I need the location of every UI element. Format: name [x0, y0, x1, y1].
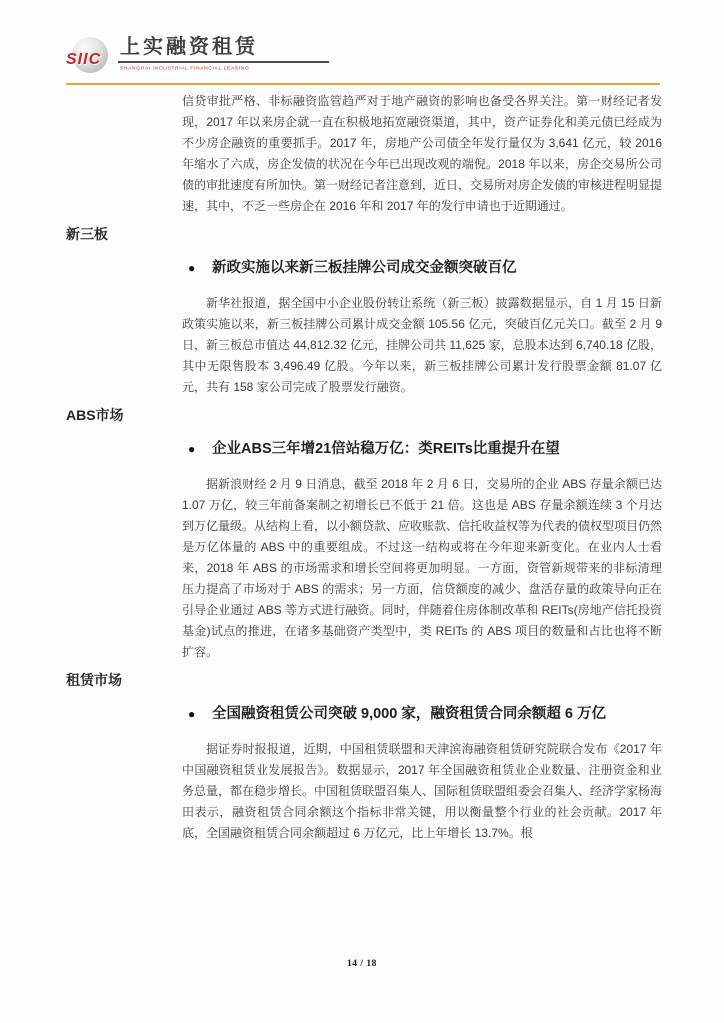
section-xinsanban: [66, 225, 662, 398]
section-leasing-market: [66, 671, 662, 844]
intro-paragraph: 信贷审批严格、非标融资监管趋严对于地产融资的影响也备受各界关注。第一财经记者发现，2017 年以来房企就一直在积极地拓宽融资渠道，其中，资产证券化和美元债已经成为不少房企融资的重要抓手。2017 年，房地产公司债全年发行量仅为 3,641 亿元，较 2016 年缩水了六成，房企发债的状况在今年已出现改观的端倪。2018 年以来，房企交易所公司债的审批速度有所加快。第一财经记者注意到，近日，交易所对房企发债的审核进程明显提速，其中，不乏一些房企在 2016 年和 2017 年的发行申请也于近期通过。: [182, 94, 663, 213]
headline-row: [188, 436, 662, 462]
news-body: 新华社报道，据全国中小企业股份转让系统（新三板）披露数据显示，自 1 月 15 日新政策实施以来，新三板挂牌公司累计成交金额 105.56 亿元，突破百亿元关口。截至 2 月 9 日，新三板总市值达 44,812.32 亿元，挂牌公司共 11,625 家，总股本达到 6,740.18 亿股，其中无限售股本 3,496.49 亿股。今年以来，新三板挂牌公司累计发行股票金额 81.07 亿元，共有 158 家公司完成了股票发行融资。: [182, 296, 662, 394]
header-divider: [66, 83, 660, 85]
news-headline: 全国融资租赁公司突破 9,000 家，融资租赁合同余额超 6 万亿: [212, 706, 606, 722]
siic-wordmark: SIIC: [66, 51, 102, 68]
document-body: [0, 91, 724, 844]
news-body: 据证券时报报道，近期，中国租赁联盟和天津滨海融资租赁研究院联合发布《2017 年中国融资租赁业发展报告》。数据显示，2017 年全国融资租赁业企业数量、注册资金和业务总量，都在稳步增长。中国租赁联盟召集人、国际租赁联盟组委会召集人、经济学家杨海田表示，融资租赁合同余额这个指标非常关键，用以衡量整个行业的社会贡献。2017 年底，全国融资租赁合同余额超过 6 万亿元，比上年增长 13.7%。根: [182, 742, 663, 840]
brand-block: [118, 36, 329, 74]
section-heading: 新三板: [66, 226, 108, 242]
headline-row: [188, 701, 662, 727]
section-abs-market: [66, 406, 662, 663]
bullet-icon: ●: [188, 261, 196, 275]
news-headline: 新政实施以来新三板挂牌公司成交金额突破百亿: [212, 260, 517, 276]
bullet-icon: ●: [188, 707, 196, 721]
section-heading: ABS市场: [66, 407, 124, 423]
siic-globe-icon: [66, 36, 112, 74]
headline-row: [188, 255, 662, 281]
bullet-icon: ●: [188, 442, 196, 456]
brand-name-chinese: 上实融资租赁: [118, 36, 329, 63]
brand-name-english: SHANGHAI INDUSTRIAL FINANCIAL LEASING: [120, 65, 250, 71]
news-body: 据新浪财经 2 月 9 日消息，截至 2018 年 2 月 6 日，交易所的企业 ABS 存量余额已达 1.07 万亿，较三年前备案制之初增长已不低于 21 倍。这也是 ABS 存量余额连续 3 个月达到万亿量级。从结构上看，以小额贷款、应收账款、信托收益权等为代表的债权型项目仍然是万亿体量的 ABS 中的重要组成。不过这一结构或将在今年迎来新变化。在业内人士看来，2018 年 ABS 的市场需求和增长空间将更加明显。一方面，资管新规带来的非标清理压力提高了市场对于 ABS 的需求；另一方面，信贷额度的减少、盘活存量的政策导向正在引导企业通过 ABS 等方式进行融资。同时，伴随着住房体制改革和 REITs(房地产信托投资基金)试点的推进，在诸多基础资产类型中，类 REITs 的 ABS 项目的数量和占比也将不断扩容。: [182, 477, 663, 659]
section-heading: 租赁市场: [66, 672, 122, 688]
company-logo: [66, 36, 660, 74]
page-number: 14 / 18: [347, 959, 377, 969]
document-header: [0, 0, 724, 74]
news-headline: 企业ABS三年增21倍站稳万亿：类REITs比重提升在望: [212, 441, 560, 457]
